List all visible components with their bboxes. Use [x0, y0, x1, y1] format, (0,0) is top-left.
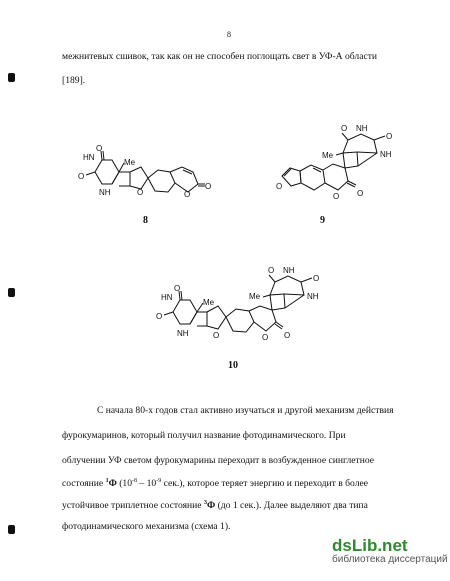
atom-oxygen: O	[205, 182, 212, 191]
atom-oxygen: O	[262, 333, 269, 342]
paragraph-line: С начала 80-х годов стал активно изучаться и другой механизм действия	[97, 405, 394, 416]
atom-methyl: Me	[249, 292, 261, 301]
atom-oxygen: O	[96, 144, 103, 153]
atom-nitrogen: NH	[307, 292, 319, 301]
paragraph-line: устойчивое триплетное состояние $^3$Ф (до 1 сек.). Далее выделяют два типа	[62, 500, 368, 512]
atom-oxygen: O	[333, 192, 340, 201]
page-number: 8	[227, 30, 231, 39]
atom-nitrogen: NH	[380, 150, 392, 159]
atom-oxygen: O	[156, 312, 163, 321]
watermark-logo: dsLib.net	[332, 536, 408, 555]
atom-oxygen: O	[313, 274, 320, 283]
structure-label-8: 8	[143, 215, 148, 226]
atom-oxygen: O	[276, 182, 283, 191]
paragraph-line: [189].	[62, 75, 86, 86]
atom-nitrogen: NH	[283, 266, 295, 275]
paragraph-line: фурокумаринов, который получил название фотодинамического. При	[62, 430, 346, 441]
atom-oxygen: O	[78, 172, 85, 181]
atom-oxygen: O	[268, 266, 275, 275]
watermark-subtitle: библиотека диссертаций	[332, 554, 448, 565]
atom-nitrogen: NH	[356, 124, 368, 133]
paragraph-line: облучении УФ светом фурокумарины переходит в возбужденное синглетное	[62, 455, 375, 466]
atom-oxygen: O	[284, 331, 291, 340]
atom-nitrogen: NH	[99, 188, 111, 197]
structure-label-9: 9	[320, 215, 325, 226]
paragraph-line: фотодинамического механизма (схема 1).	[62, 521, 231, 532]
atom-methyl: Me	[322, 151, 334, 160]
structure-label-10: 10	[228, 360, 238, 371]
atom-oxygen: O	[357, 189, 364, 198]
atom-oxygen: O	[137, 188, 144, 197]
paragraph-line: состояние $^1$Ф ($10^{-8} - 10^{-9}$ сек.), которое теряет энергию и переходит в более	[62, 478, 369, 490]
atom-oxygen: O	[174, 284, 181, 293]
atom-nitrogen: NH	[177, 329, 189, 338]
atom-methyl: Me	[124, 158, 136, 167]
atom-oxygen: O	[184, 190, 191, 199]
atom-hn: HN	[83, 153, 95, 162]
atom-oxygen: O	[341, 124, 348, 133]
atom-oxygen: O	[213, 331, 220, 340]
paragraph-line: межнитевых сшивок, так как он не способен поглощать свет в УФ-А области	[62, 51, 378, 62]
atom-oxygen: O	[386, 132, 393, 141]
atom-methyl: Me	[203, 298, 215, 307]
atom-hn: HN	[161, 293, 173, 302]
